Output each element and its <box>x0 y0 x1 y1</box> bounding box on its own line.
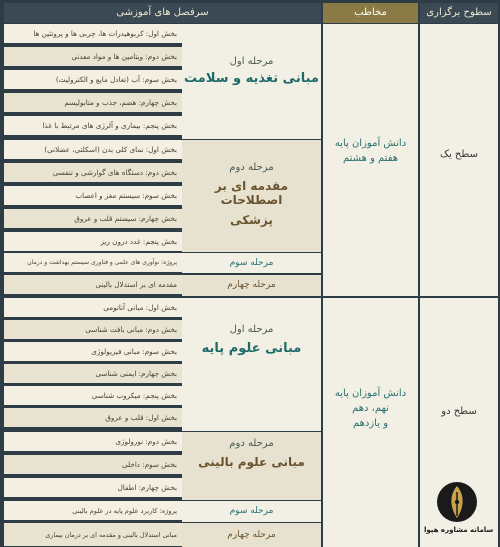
header-topics: سرفصل های آموزشی <box>4 3 321 23</box>
level1-stage2-title: مرحله دوم <box>229 162 274 173</box>
level1-audience-line2: هفتم و هشتم <box>342 153 399 164</box>
level2-stage2-name: مبانی علوم بالینی <box>198 455 305 469</box>
level2-audience-cell <box>323 298 418 547</box>
level2-stage1-title: مرحله اول <box>229 324 274 335</box>
level2-stage3-title: مرحله سوم <box>229 506 274 516</box>
level2-stage3-cell <box>182 501 321 522</box>
level1-audience <box>323 136 418 166</box>
list-item: پروژه: کاربرد علوم پایه در علوم بالینی <box>4 501 182 521</box>
level1-stage1 <box>182 56 321 86</box>
list-item: بخش اول: کربوهیدرات ها، چربی ها و پروتئین ها <box>4 24 182 44</box>
list-item: بخش سوم: سیستم مغز و اعصاب <box>4 186 182 206</box>
list-item: بخش سوم: داخلی <box>4 455 182 475</box>
level1-stage2-cell <box>182 140 321 252</box>
list-item: پروژه: نوآوری های علمی و فناوری سیستم بهداشت و درمان <box>4 253 182 273</box>
level1-name: سطح یک <box>440 149 478 160</box>
list-item: بخش چهارم: هضم، جذب و متابولیسم <box>4 93 182 113</box>
level2-audience <box>323 386 418 431</box>
brand-logo <box>424 478 494 542</box>
level2-stage2-cell <box>182 432 321 500</box>
level1-stage1-name: مبانی تغذیه و سلامت <box>184 71 319 86</box>
level1-stage3-title: مرحله سوم <box>229 258 274 268</box>
level1-stage1-title: مرحله اول <box>229 56 274 67</box>
list-item: مقدمه ای بر استدلال بالینی <box>4 275 182 295</box>
level2-stage1-cell <box>182 298 321 431</box>
level2-stage1-name: مبانی علوم پایه <box>201 341 302 356</box>
level2-stage1 <box>182 324 321 356</box>
level2-stage2 <box>182 438 321 469</box>
list-item: بخش چهارم: ایمنی شناسی <box>4 364 182 384</box>
level1-stage2 <box>182 162 321 227</box>
level1-stage4-title: مرحله چهارم <box>227 280 276 290</box>
list-item: بخش پنجم: میکروب شناسی <box>4 386 182 406</box>
list-item: بخش سوم: مبانی فیزیولوژی <box>4 342 182 362</box>
level2-stage4-cell <box>182 523 321 547</box>
list-item: بخش اول: نمای کلی بدن (اسکلتی، عضلانی) <box>4 140 182 160</box>
level2-stage2-title: مرحله دوم <box>229 438 274 449</box>
header-audience: مخاطب <box>323 3 418 23</box>
list-item: بخش اول: قلب و عروق <box>4 408 182 428</box>
level1-audience-cell <box>323 24 418 296</box>
list-item: بخش دوم: دستگاه های گوارشی و تنفسی <box>4 163 182 183</box>
list-item: بخش سوم: آب (تعادل مایع و الکترولیت) <box>4 70 182 90</box>
logo-text: سامانه مشاوره هپوا <box>424 526 494 534</box>
list-item: بخش پنجم: غدد درون ریز <box>4 232 182 252</box>
list-item: مبانی استدلال بالینی و مقدمه ای بر درمان بیماری <box>4 523 182 547</box>
level1-stage2-name-line1: مقدمه ای بر اصطلاحات <box>214 179 289 207</box>
list-item: بخش چهارم: اطفال <box>4 478 182 498</box>
level2-audience-line2: نهم، دهم <box>352 403 389 414</box>
level1-stage4-cell <box>182 275 321 296</box>
list-item: بخش پنجم: بیماری و آلرژی های مرتبط با غذا <box>4 116 182 136</box>
level1-audience-line1: دانش آموزان پایه <box>334 138 407 149</box>
level2-stage4-title: مرحله چهارم <box>227 530 276 540</box>
list-item: بخش دوم: ویتامین ها و مواد معدنی <box>4 47 182 67</box>
level2-audience-line3: و یازدهم <box>352 418 389 429</box>
level1-name-cell <box>420 24 498 296</box>
list-item: بخش دوم: مبانی بافت شناسی <box>4 320 182 340</box>
level2-name: سطح دو <box>441 406 477 417</box>
list-item: بخش اول: مبانی آناتومی <box>4 298 182 318</box>
level2-audience-line1: دانش آموزان پایه <box>334 388 407 399</box>
level1-stage3-cell <box>182 253 321 273</box>
list-item: بخش چهارم: سیستم قلب و عروق <box>4 209 182 229</box>
header-levels: سطوح برگزاری <box>420 3 498 23</box>
level1-stage1-cell <box>182 24 321 139</box>
level1-stage2-name-line2: پزشکی <box>230 213 273 227</box>
list-item: بخش دوم: نورولوژی <box>4 432 182 452</box>
